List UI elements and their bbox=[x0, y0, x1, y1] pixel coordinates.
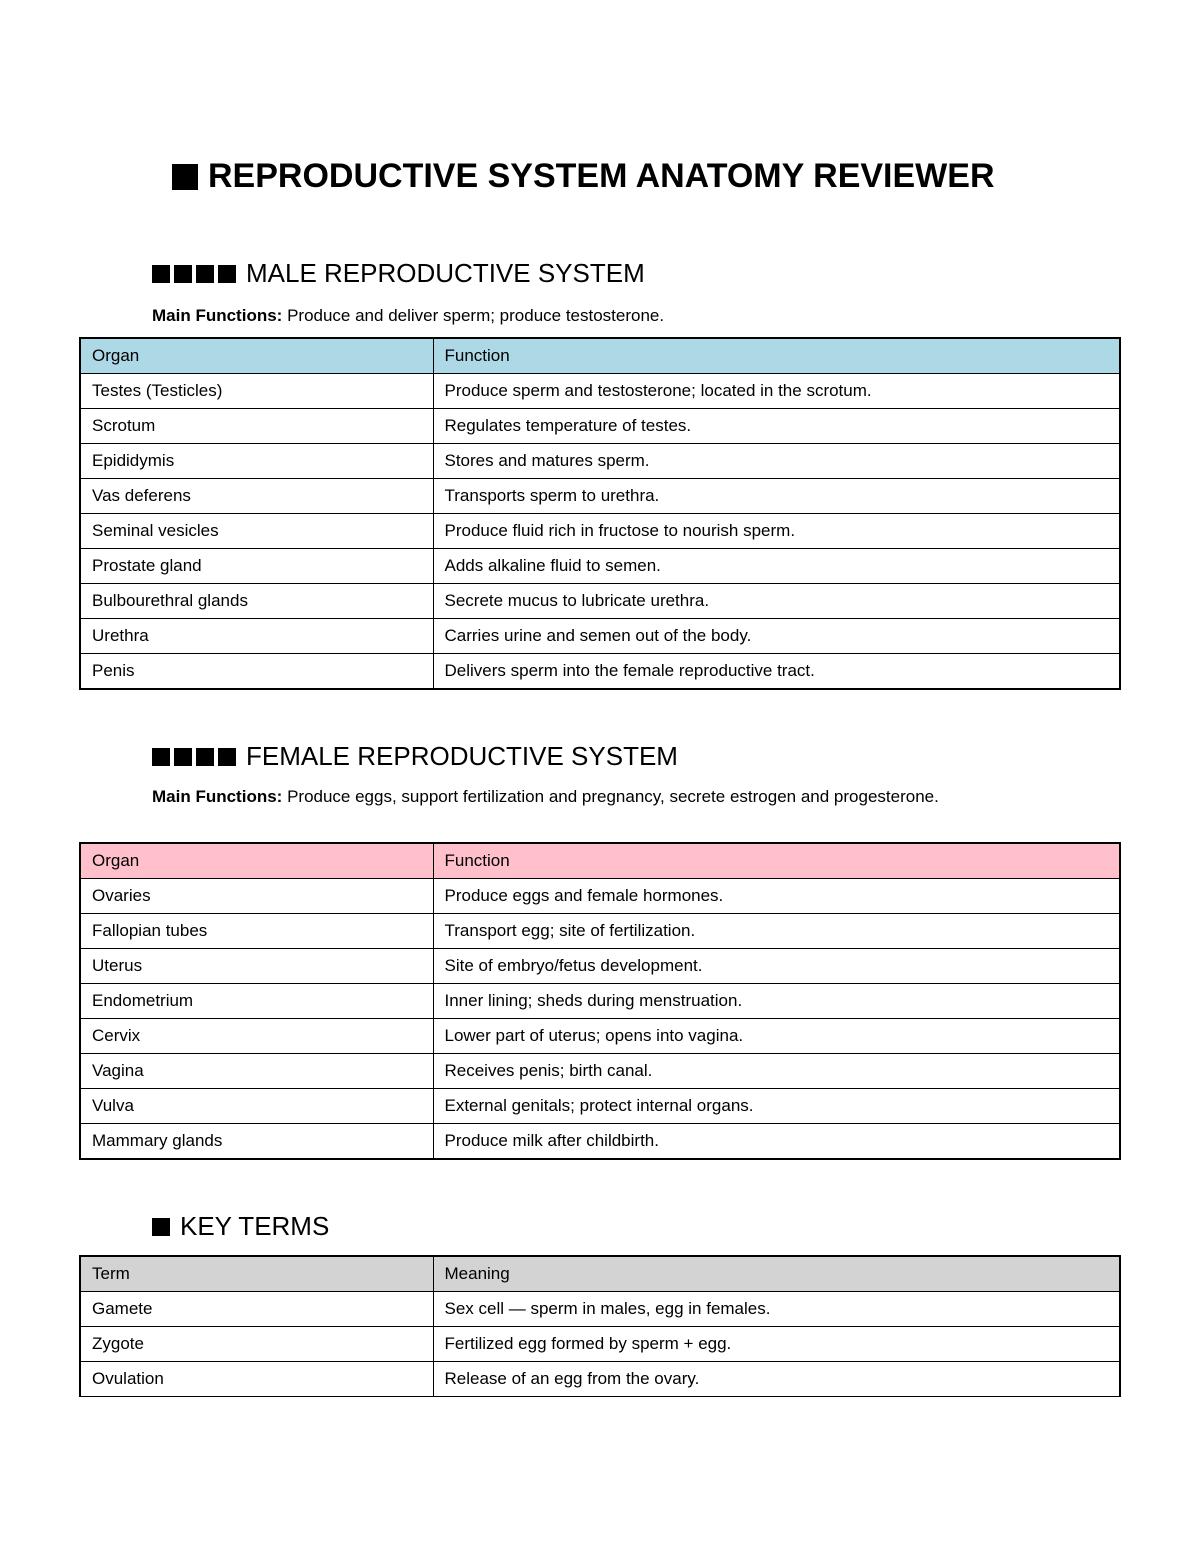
organ-cell: Mammary glands bbox=[80, 1124, 433, 1160]
organ-cell: Epididymis bbox=[80, 444, 433, 479]
male-section-heading: MALE REPRODUCTIVE SYSTEM bbox=[152, 256, 645, 290]
organ-cell: Scrotum bbox=[80, 409, 433, 444]
column-header-organ: Organ bbox=[80, 843, 433, 879]
organ-cell: Vas deferens bbox=[80, 479, 433, 514]
function-cell: External genitals; protect internal organs. bbox=[433, 1089, 1120, 1124]
table-row bbox=[80, 549, 1120, 584]
page-title: REPRODUCTIVE SYSTEM ANATOMY REVIEWER bbox=[172, 154, 995, 198]
table-row bbox=[80, 1089, 1120, 1124]
function-cell: Inner lining; sheds during menstruation. bbox=[433, 984, 1120, 1019]
female-organ-table bbox=[79, 842, 1121, 1160]
table-row bbox=[80, 1124, 1120, 1160]
table-row bbox=[80, 949, 1120, 984]
function-cell: Produce milk after childbirth. bbox=[433, 1124, 1120, 1160]
function-cell: Produce sperm and testosterone; located in the scrotum. bbox=[433, 374, 1120, 409]
function-cell: Delivers sperm into the female reproductive tract. bbox=[433, 654, 1120, 690]
table-row bbox=[80, 1019, 1120, 1054]
organ-cell: Bulbourethral glands bbox=[80, 584, 433, 619]
table-header-row bbox=[80, 843, 1120, 879]
organ-cell: Ovaries bbox=[80, 879, 433, 914]
table-row bbox=[80, 984, 1120, 1019]
meaning-cell: Fertilized egg formed by sperm + egg. bbox=[433, 1327, 1120, 1362]
function-cell: Transport egg; site of fertilization. bbox=[433, 914, 1120, 949]
column-header-term: Term bbox=[80, 1256, 433, 1292]
table-row bbox=[80, 479, 1120, 514]
column-header-meaning: Meaning bbox=[433, 1256, 1120, 1292]
function-cell: Regulates temperature of testes. bbox=[433, 409, 1120, 444]
table-header-row bbox=[80, 338, 1120, 374]
term-cell: Gamete bbox=[80, 1292, 433, 1327]
square-bullet-icon bbox=[152, 1209, 174, 1243]
male-organ-table bbox=[79, 337, 1121, 690]
function-cell: Adds alkaline fluid to semen. bbox=[433, 549, 1120, 584]
square-bullet-icon bbox=[172, 164, 198, 190]
table-row bbox=[80, 1292, 1120, 1327]
male-main-functions: Main Functions: Produce and deliver sperm; produce testosterone. bbox=[152, 306, 665, 325]
organ-cell: Endometrium bbox=[80, 984, 433, 1019]
table-row bbox=[80, 879, 1120, 914]
organ-cell: Vulva bbox=[80, 1089, 433, 1124]
organ-cell: Testes (Testicles) bbox=[80, 374, 433, 409]
table-row bbox=[80, 1054, 1120, 1089]
table-row bbox=[80, 584, 1120, 619]
organ-cell: Vagina bbox=[80, 1054, 433, 1089]
table-row bbox=[80, 514, 1120, 549]
function-cell: Site of embryo/fetus development. bbox=[433, 949, 1120, 984]
organ-cell: Penis bbox=[80, 654, 433, 690]
table-row bbox=[80, 1327, 1120, 1362]
table-row bbox=[80, 654, 1120, 690]
table-row bbox=[80, 374, 1120, 409]
term-cell: Zygote bbox=[80, 1327, 433, 1362]
key-terms-table bbox=[79, 1255, 1121, 1397]
function-cell: Stores and matures sperm. bbox=[433, 444, 1120, 479]
function-cell: Produce eggs and female hormones. bbox=[433, 879, 1120, 914]
function-cell: Receives penis; birth canal. bbox=[433, 1054, 1120, 1089]
table-row bbox=[80, 409, 1120, 444]
organ-cell: Prostate gland bbox=[80, 549, 433, 584]
function-cell: Carries urine and semen out of the body. bbox=[433, 619, 1120, 654]
key-terms-heading: KEY TERMS bbox=[152, 1209, 329, 1243]
column-header-function: Function bbox=[433, 338, 1120, 374]
table-row bbox=[80, 444, 1120, 479]
function-cell: Secrete mucus to lubricate urethra. bbox=[433, 584, 1120, 619]
organ-cell: Cervix bbox=[80, 1019, 433, 1054]
column-header-function: Function bbox=[433, 843, 1120, 879]
meaning-cell: Release of an egg from the ovary. bbox=[433, 1362, 1120, 1397]
table-row bbox=[80, 1362, 1120, 1397]
organ-cell: Urethra bbox=[80, 619, 433, 654]
table-row bbox=[80, 914, 1120, 949]
meaning-cell: Sex cell — sperm in males, egg in females. bbox=[433, 1292, 1120, 1327]
term-cell: Ovulation bbox=[80, 1362, 433, 1397]
organ-cell: Fallopian tubes bbox=[80, 914, 433, 949]
female-main-functions: Main Functions: Produce eggs, support fertilization and pregnancy, secrete estrogen and progesterone. bbox=[152, 787, 939, 806]
function-cell: Transports sperm to urethra. bbox=[433, 479, 1120, 514]
female-section-heading: FEMALE REPRODUCTIVE SYSTEM bbox=[152, 739, 678, 773]
table-header-row bbox=[80, 1256, 1120, 1292]
organ-cell: Uterus bbox=[80, 949, 433, 984]
function-cell: Lower part of uterus; opens into vagina. bbox=[433, 1019, 1120, 1054]
function-cell: Produce fluid rich in fructose to nourish sperm. bbox=[433, 514, 1120, 549]
organ-cell: Seminal vesicles bbox=[80, 514, 433, 549]
table-row bbox=[80, 619, 1120, 654]
square-bullets-icon bbox=[152, 739, 240, 773]
column-header-organ: Organ bbox=[80, 338, 433, 374]
square-bullets-icon bbox=[152, 256, 240, 290]
